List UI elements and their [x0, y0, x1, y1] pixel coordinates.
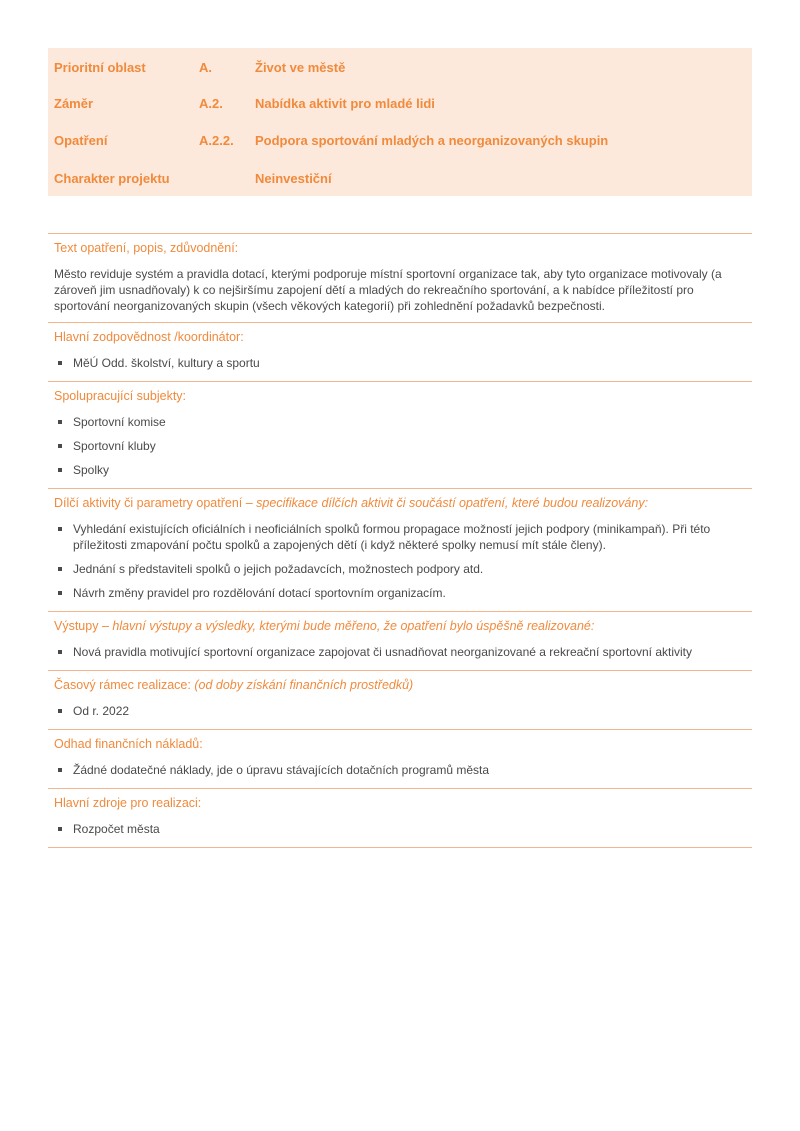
section-title: Text opatření, popis, zdůvodnění: [54, 241, 239, 255]
section-activities [48, 489, 752, 612]
section-title: Odhad finančních nákladů: [54, 737, 203, 751]
header-value: Život ve městě [255, 60, 346, 75]
header-code: A. [199, 60, 212, 75]
bullet-list [54, 821, 746, 837]
list-item: Rozpočet města [54, 821, 746, 837]
list-item: Návrh změny pravidel pro rozdělování dotací sportovním organizacím. [54, 585, 746, 601]
list-item: Od r. 2022 [54, 703, 746, 719]
header-label: Charakter projektu [54, 171, 170, 186]
section-title: Hlavní zodpovědnost /koordinátor: [54, 330, 244, 344]
section-body-text: Město reviduje systém a pravidla dotací, kterými podporuje místní sportovní organizace tak, aby tyto organizace motivovaly (a zároveň jim usnadňovaly) k co nejširšímu zapojení dětí a mladých do rekreačního sportování, a k nabídce příležitostí pro sportování neorganizovaných skupin (všech věkových kategorií) při zohlednění požadavků bezpečnosti. [54, 267, 722, 313]
list-item: Jednání s představiteli spolků o jejich požadavcích, možnostech podpory atd. [54, 561, 746, 577]
section-costs [48, 730, 752, 789]
list-item: Spolky [54, 462, 746, 478]
bullet-list [54, 703, 746, 719]
section-title [54, 495, 746, 511]
header-label: Opatření [54, 133, 108, 148]
list-item: Žádné dodatečné náklady, jde o úpravu stávajících dotačních programů města [54, 762, 746, 778]
list-item: Sportovní komise [54, 414, 746, 430]
header-row-project-type [48, 171, 752, 191]
header-table [48, 48, 752, 196]
header-code: A.2. [199, 96, 223, 111]
header-value: Neinvestiční [255, 171, 332, 186]
section-funding-sources [48, 789, 752, 848]
list-item: Vyhledání existujících oficiálních i neoficiálních spolků formou propagace možností jejich podpory (minikampaň). Při této příležitosti zmapování počtu spolků a zapojených dětí (i když některé spolky nemusí mít stále členy). [54, 521, 746, 553]
section-title-main: Časový rámec realizace: [54, 678, 191, 692]
section-title-main: Dílčí aktivity či parametry opatření [54, 496, 243, 510]
section-partners [48, 382, 752, 489]
bullet-list [54, 414, 746, 478]
section-title-note: – hlavní výstupy a výsledky, kterými bude měřeno, že opatření bylo úspěšně realizované: [101, 619, 595, 633]
section-title-main: Výstupy [54, 619, 99, 633]
section-responsibility [48, 323, 752, 382]
header-label: Prioritní oblast [54, 60, 146, 75]
section-description [48, 234, 752, 323]
section-outputs [48, 612, 752, 671]
header-label: Záměr [54, 96, 94, 111]
section-title [54, 677, 746, 693]
section-timeframe [48, 671, 752, 730]
section-title-note: (od doby získání finančních prostředků) [194, 678, 414, 692]
list-item: MěÚ Odd. školství, kultury a sportu [54, 355, 746, 371]
section-title: Spolupracující subjekty: [54, 389, 187, 403]
bullet-list [54, 644, 746, 660]
bullet-list [54, 762, 746, 778]
header-row-intent [48, 96, 752, 116]
section-title: Hlavní zdroje pro realizaci: [54, 796, 202, 810]
list-item: Nová pravidla motivující sportovní organizace zapojovat či usnadňovat neorganizované a rekreační sportovní aktivity [54, 644, 746, 660]
header-value: Nabídka aktivit pro mladé lidi [255, 96, 435, 111]
section-title [54, 618, 746, 634]
section-title-note: – specifikace dílčích aktivit či součástí opatření, které budou realizovány: [245, 496, 649, 510]
measure-sections [48, 233, 752, 848]
header-row-priority-area [48, 60, 752, 80]
header-row-measure [48, 133, 752, 153]
list-item: Sportovní kluby [54, 438, 746, 454]
bullet-list [54, 355, 746, 371]
header-code: A.2.2. [199, 133, 234, 148]
header-value: Podpora sportování mladých a neorganizovaných skupin [255, 133, 609, 148]
bullet-list [54, 521, 746, 601]
